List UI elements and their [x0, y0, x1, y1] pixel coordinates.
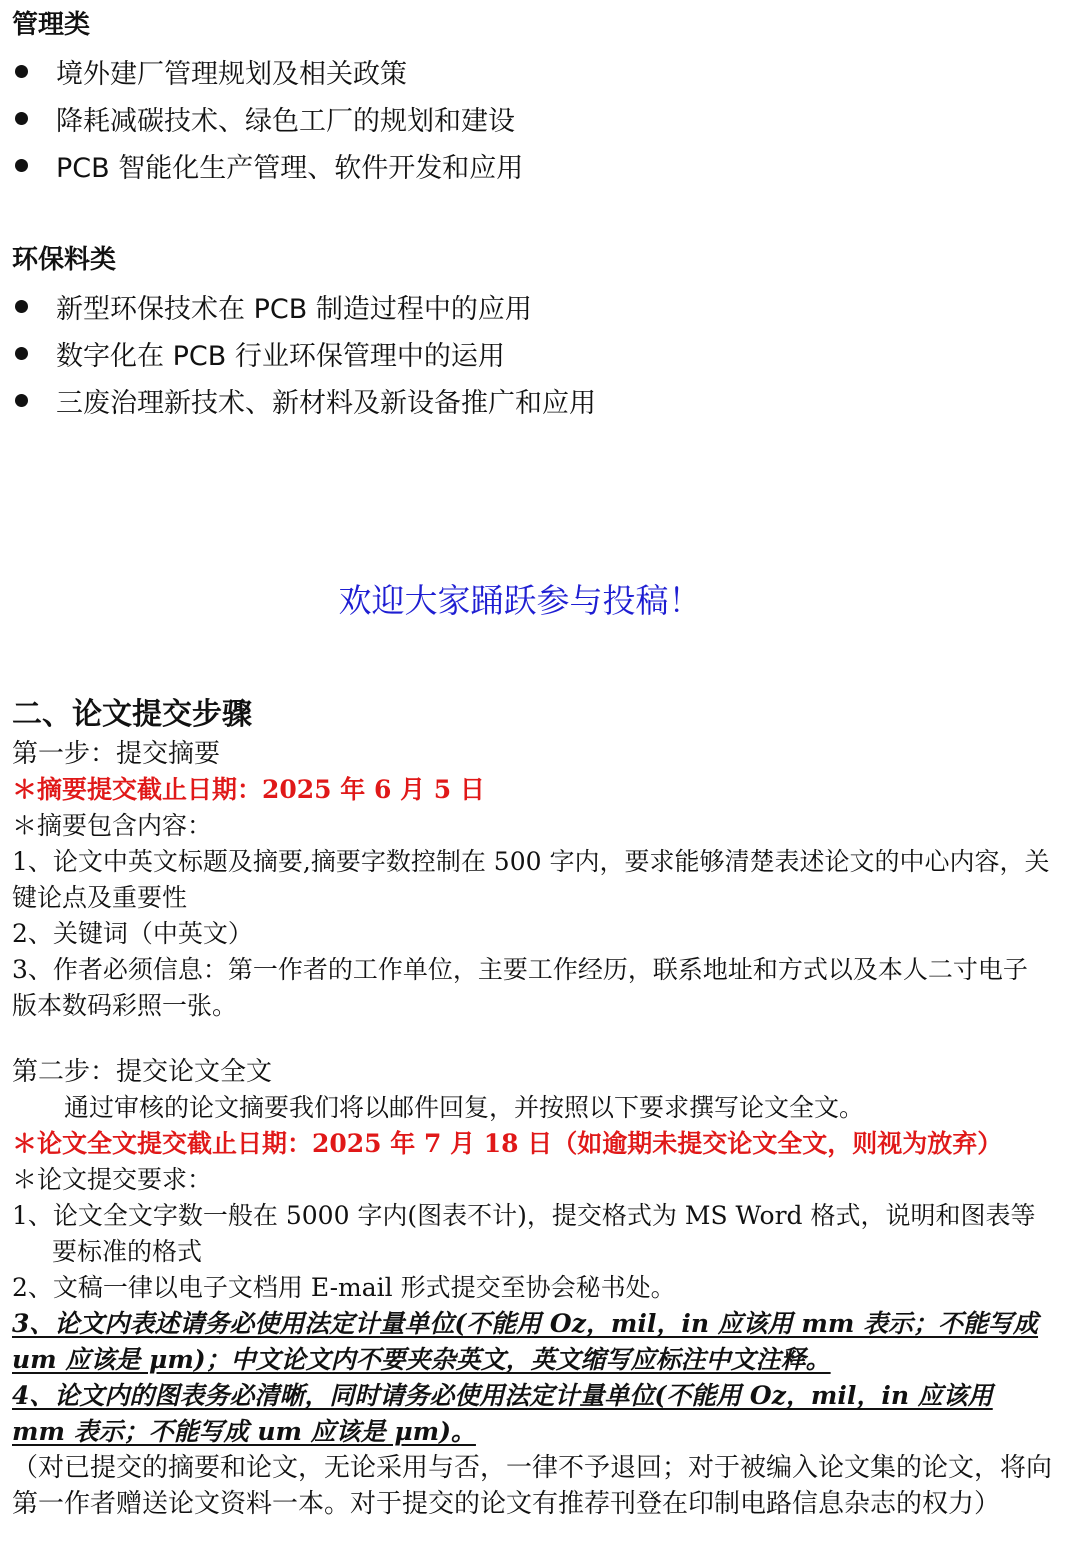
step2-intro: 通过审核的论文摘要我们将以邮件回复，并按照以下要求撰写论文全文。: [64, 1093, 865, 1122]
list-item-text: 降耗减碳技术、绿色工厂的规划和建设: [56, 106, 515, 137]
requirement-item: 2、文稿一律以电子文档用 E-mail 形式提交至协会秘书处。: [12, 1273, 676, 1302]
welcome-banner: 欢迎大家踊跃参与投稿！: [338, 581, 702, 620]
abstract-deadline: ＊摘要提交截止日期：2025 年 6 月 5 日: [12, 775, 485, 804]
requirement-item: 1、论文全文字数一般在 5000 字内(图表不计)，提交格式为 MS Word 格式，说明和图表等要标准的格式: [12, 1201, 1036, 1266]
step1-title: 第一步：提交摘要: [12, 739, 221, 769]
list-item-text: PCB 智能化生产管理、软件开发和应用: [56, 153, 524, 184]
environmental-topic-list: [12, 283, 596, 424]
list-item-text: 数字化在 PCB 行业环保管理中的运用: [56, 341, 505, 372]
abstract-item: 3、作者必须信息：第一作者的工作单位，主要工作经历，联系地址和方式以及本人二寸电子版本数码彩照一张。: [12, 955, 1028, 1020]
management-topic-list: [12, 48, 523, 189]
requirement-item-emphasized: 4、论文内的图表务必清晰，同时请务必使用法定计量单位(不能用 Oz，mil，in 应该用 mm 表示；不能写成 um 应该是 μm)。: [12, 1381, 993, 1446]
list-item: [12, 142, 523, 189]
step1-block: [12, 736, 1052, 1024]
list-item: [12, 48, 523, 95]
list-item: [12, 330, 596, 377]
bullet-icon: [15, 347, 28, 360]
fulltext-deadline: ＊论文全文提交截止日期：2025 年 7 月 18 日（如逾期未提交论文全文，则视为放弃）: [12, 1129, 1003, 1158]
section-title: 二、论文提交步骤: [12, 697, 252, 732]
list-item: [12, 377, 596, 424]
abstract-item: 2、关键词（中英文）: [12, 919, 253, 948]
abstract-contents-label: ＊摘要包含内容：: [12, 811, 213, 840]
list-item-text: 境外建厂管理规划及相关政策: [56, 59, 407, 90]
bullet-icon: [15, 159, 28, 172]
step2-block: [12, 1054, 1052, 1522]
bullet-icon: [15, 394, 28, 407]
bullet-icon: [15, 300, 28, 313]
submission-note: （对已提交的摘要和论文，无论采用与否，一律不予退回；对于被编入论文集的论文，将向第一作者赠送论文资料一本。对于提交的论文有推荐刊登在印制电路信息杂志的权力）: [12, 1453, 1053, 1519]
bullet-icon: [15, 112, 28, 125]
list-item-text: 三废治理新技术、新材料及新设备推广和应用: [56, 388, 596, 419]
list-item: [12, 95, 523, 142]
category-title-environmental: 环保料类: [12, 245, 117, 275]
abstract-item: 1、论文中英文标题及摘要,摘要字数控制在 500 字内，要求能够清楚表述论文的中心内容，关键论点及重要性: [12, 847, 1050, 912]
bullet-icon: [15, 65, 28, 78]
requirement-item-emphasized: 3、论文内表述请务必使用法定计量单位(不能用 Oz，mil，in 应该用 mm 表示；不能写成 um 应该是 μm)；中文论文内不要夹杂英文，英文缩写应标注中文注释。: [12, 1309, 1039, 1374]
list-item: [12, 283, 596, 330]
list-item-text: 新型环保技术在 PCB 制造过程中的应用: [56, 294, 532, 325]
step2-title: 第二步：提交论文全文: [12, 1057, 273, 1087]
requirements-label: ＊论文提交要求：: [12, 1165, 213, 1194]
category-title-management: 管理类: [12, 10, 91, 40]
